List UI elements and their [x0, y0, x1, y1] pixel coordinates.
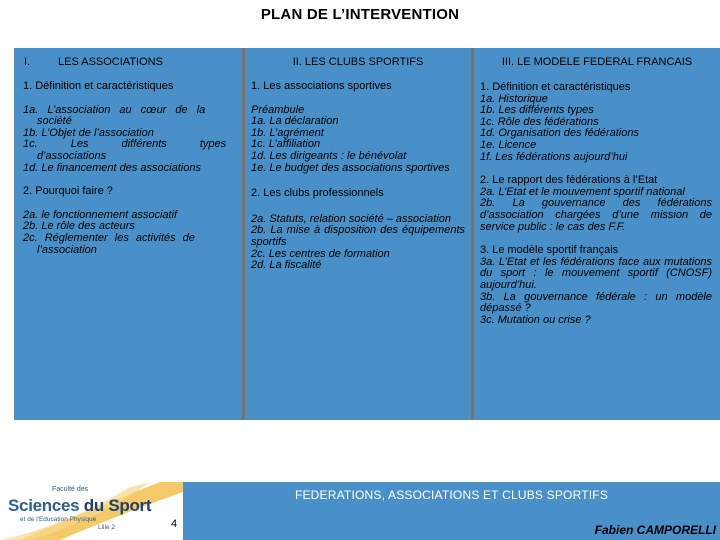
list-item: société	[37, 115, 72, 128]
section-title: 2. Les clubs professionnels	[251, 187, 384, 200]
list-item: 1a. Historique	[480, 92, 548, 105]
section-title: 1. Les associations sportives	[251, 80, 392, 92]
list-item: 1d. Organisation des fédérations	[480, 127, 639, 140]
logo-word-sciences: Sciences	[8, 496, 80, 515]
list-item: d’associations	[37, 149, 107, 162]
section-title: 3. Le modèle sportif français	[480, 244, 619, 257]
logo-text-main	[8, 496, 151, 516]
list-item: 1c. Les différents types	[23, 138, 227, 151]
logo-text-top: Faculté des	[52, 486, 89, 493]
page-number: 4	[171, 518, 178, 530]
section-title: 2. Le rapport des fédérations à l’Etat	[480, 174, 658, 187]
column-modele-federal	[474, 48, 720, 420]
column-body	[474, 82, 720, 326]
list-item: Préambule	[251, 103, 305, 116]
list-item: 2b. Le rôle des acteurs	[23, 220, 135, 233]
faculty-logo	[0, 482, 183, 540]
heading-numeral: I.	[24, 56, 31, 68]
list-item: 2a. L’Etat et le mouvement sportif national	[480, 185, 685, 198]
author-name: Fabien CAMPORELLI	[594, 523, 716, 537]
column-heading: III. LE MODELE FEDERAL FRANCAIS	[501, 56, 693, 68]
column-heading	[14, 56, 242, 68]
list-item: 1c. Rôle des fédérations	[480, 115, 599, 128]
column-clubs-sportifs	[245, 48, 471, 420]
list-item: 3a. L’Etat et les fédérations face aux mutations du sport : le mouvement sportif (CNOSF) aujourd’hui.	[480, 255, 712, 291]
list-item: 1d. Le financement des associations	[23, 161, 201, 174]
column-heading: II. LES CLUBS SPORTIFS	[292, 56, 424, 68]
section-title: 1. Définition et caractéristiques	[23, 80, 174, 92]
list-item: 1b. Les différents types	[480, 104, 594, 117]
list-item: 2c. Réglementer les activités de	[23, 231, 195, 244]
section-title: 1. Définition et caractéristiques	[480, 81, 631, 93]
logo-text-sub: et de l'Education Physique	[20, 516, 97, 523]
item-text: 1a. L’association au cœur de la	[23, 103, 206, 116]
list-item: l’association	[37, 243, 97, 256]
list-item: 2c. Les centres de formation	[251, 247, 390, 260]
list-item: 3b. La gouvernance fédérale : un modèle dépassé ?	[480, 290, 712, 315]
list-item: 1a. La déclaration	[251, 115, 339, 128]
page-title: PLAN DE L’INTERVENTION	[260, 6, 460, 23]
list-item: 1f. Les fédérations aujourd’hui	[480, 150, 628, 163]
logo-word-sport: du Sport	[79, 496, 152, 515]
list-item: 1c. L’affiliation	[251, 138, 321, 151]
heading-label: LES ASSOCIATIONS	[58, 56, 163, 68]
list-item: 1e. Le budget des associations sportives	[251, 161, 450, 174]
plan-table	[14, 48, 720, 420]
list-item: 1d. Les dirigeants : le bénévolat	[251, 149, 407, 162]
list-item: 1e. Licence	[480, 138, 537, 151]
list-item: 2d. La fiscalité	[251, 259, 322, 272]
list-item: 2a. Statuts, relation société – association	[251, 212, 451, 225]
column-body	[245, 81, 471, 272]
list-item: 2b. La mise à disposition des équipements sportifs	[251, 224, 465, 248]
logo-text-city: Lille 2	[98, 524, 115, 531]
column-associations	[14, 48, 242, 420]
list-item: 2a. le fonctionnement associatif	[23, 208, 178, 221]
section-title: 2. Pourquoi faire ?	[23, 185, 113, 198]
list-item: 3c. Mutation ou crise ?	[480, 313, 591, 326]
footer-title: FEDERATIONS, ASSOCIATIONS ET CLUBS SPORTIFS	[294, 488, 609, 502]
column-body	[14, 81, 242, 256]
list-item: 2b. La gouvernance des fédérations d’association chargées d’une mission de service public : le cas des F.F.	[480, 197, 712, 233]
list-item: 1b. L’Objet de l’association	[23, 126, 154, 139]
footer-band	[183, 482, 720, 540]
list-item: 1b. L’agrément	[251, 126, 324, 139]
